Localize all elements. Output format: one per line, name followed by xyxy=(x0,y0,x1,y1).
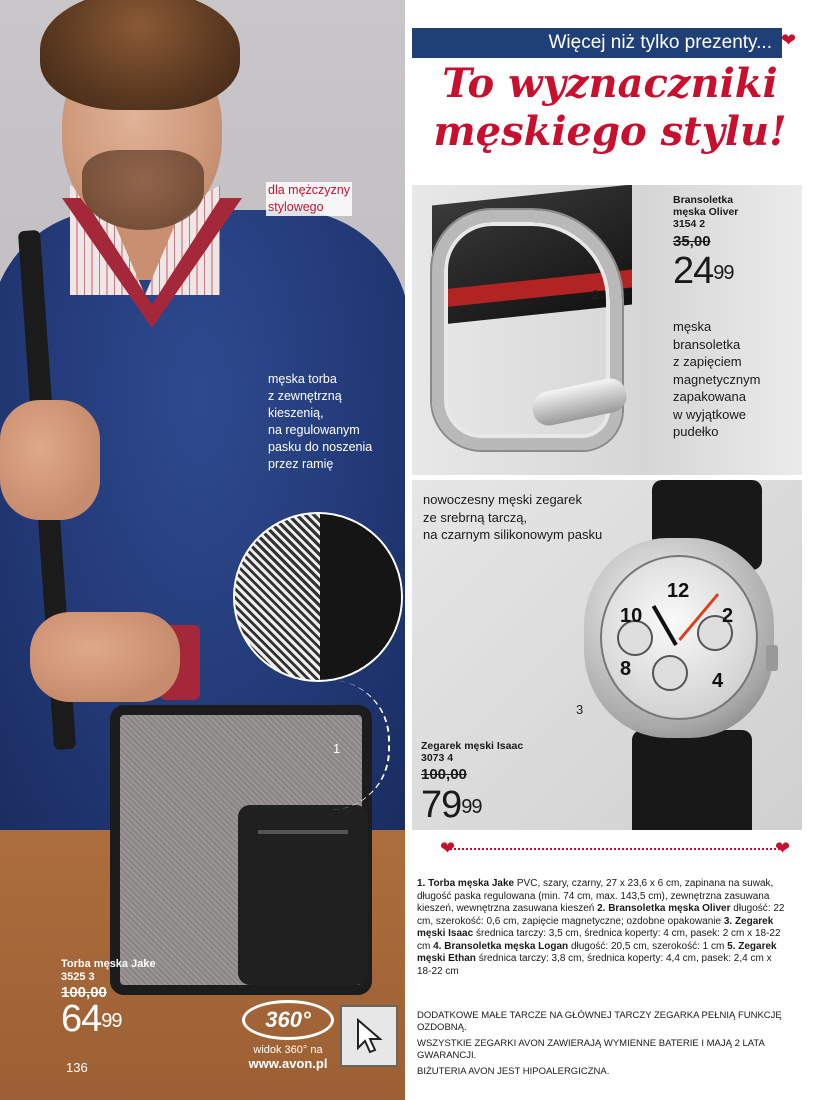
desc-line: męska xyxy=(673,319,712,334)
caption-bag-line: na regulowanym xyxy=(268,423,360,437)
website-link[interactable]: www.avon.pl xyxy=(248,1056,328,1071)
detail-title: 4. Bransoletka męska Logan xyxy=(433,940,569,952)
detail-text: średnica tarczy: 3,8 cm, średnica koperty: 4,4 cm, pasek: 2,4 cm x 18-22 cm xyxy=(417,953,772,977)
detail-text: długość: 20,5 cm, szerokość: 1 cm xyxy=(568,940,728,952)
bag-zip xyxy=(258,830,348,834)
bracelet-name-line: męska Oliver xyxy=(673,206,739,218)
badge-360[interactable] xyxy=(238,1000,338,1071)
note: BIŻUTERIA AVON JEST HIPOALERGICZNA. xyxy=(417,1066,610,1077)
watch-crown xyxy=(766,645,778,671)
price-main: 64 xyxy=(61,998,102,1040)
watch-strap-bottom xyxy=(632,730,752,830)
note: WSZYSTKIE ZEGARKI AVON ZAWIERAJĄ WYMIENNE BATERIE I MAJĄ 2 LATA GWARANCJI. xyxy=(417,1038,765,1061)
desc-line: na czarnym silikonowym pasku xyxy=(423,527,603,542)
bracelet-code: 3154 2 xyxy=(673,218,706,230)
product-details xyxy=(417,878,787,978)
watch-name-line: Zegarek męski Isaac xyxy=(421,740,524,752)
item-number-3: 3 xyxy=(576,702,584,717)
heart-icon: ❤ xyxy=(775,838,791,858)
cursor-icon xyxy=(354,1018,384,1054)
dial-number: 2 xyxy=(722,605,734,627)
price-cents: 99 xyxy=(461,796,482,818)
header-bar: Więcej niż tylko prezenty... xyxy=(412,28,782,58)
new-price xyxy=(61,998,156,1040)
price-main: 79 xyxy=(421,784,462,826)
detail-text: średnica tarczy: 3,5 cm, średnica koperty: 4 cm, pasek: 2 cm x 18-22 cm xyxy=(417,928,781,952)
price-cents: 99 xyxy=(101,1010,122,1032)
cursor-icon-box[interactable] xyxy=(340,1005,398,1067)
detail-text: PVC, szary, czarny, 27 x 23,6 x 6 cm, zapinana na suwak, długość paska regulowana (min. 74 cm, max. 143,5 cm), zewnętrzna zasuwana kieszeń, wewnętrzna zasuwana kieszeń xyxy=(417,878,774,914)
watch-name xyxy=(421,740,523,764)
watch-code: 3073 4 xyxy=(421,752,454,764)
old-price: 100,00 xyxy=(61,984,107,1001)
detail-title: 2. Bransoletka męska Oliver xyxy=(597,903,731,914)
caption-man-line: stylowego xyxy=(268,200,324,214)
headline-line: To wyznaczniki xyxy=(442,60,778,107)
caption-bag-line: męska torba xyxy=(268,372,337,386)
notes xyxy=(417,1010,787,1082)
caption-bag xyxy=(268,371,408,473)
caption-man-line: dla mężczyzny xyxy=(268,183,350,197)
desc-line: pudełko xyxy=(673,424,719,439)
dial-number: 10 xyxy=(620,605,643,627)
bracelet-old-price: 35,00 xyxy=(673,233,711,250)
bracelet-name xyxy=(673,194,738,230)
product-name: Torba męska Jake xyxy=(61,958,156,970)
bracelet-name-line: Bransoletka xyxy=(673,194,734,206)
hair xyxy=(40,0,240,110)
desc-line: nowoczesny męski zegarek xyxy=(423,492,582,507)
zoom-pocket xyxy=(320,514,403,682)
product-code: 3525 3 xyxy=(61,971,95,983)
caption-bag-line: kieszenią, xyxy=(268,406,324,420)
item-number-2: 2 xyxy=(592,287,600,302)
model-photo xyxy=(0,0,405,1100)
heart-icon: ❤ xyxy=(440,838,456,858)
caption-bag-line: przez ramię xyxy=(268,457,334,471)
price-main: 24 xyxy=(673,250,714,292)
caption-bag-line: z zewnętrzną xyxy=(268,389,342,403)
headline-line: męskiego stylu! xyxy=(433,108,787,155)
headline xyxy=(425,60,795,156)
watch-new-price xyxy=(421,786,482,824)
bag-price-block xyxy=(61,958,156,1040)
dial-number: 8 xyxy=(620,658,632,680)
dial-number: 12 xyxy=(667,580,690,602)
caption-man xyxy=(266,182,352,216)
desc-line: bransoletka xyxy=(673,336,741,352)
hand-on-bag xyxy=(30,612,180,702)
watch-description xyxy=(423,491,602,544)
desc-line: w wyjątkowe xyxy=(673,406,746,422)
bracelet-description xyxy=(673,318,760,441)
desc-line: z zapięciem xyxy=(673,354,742,369)
detail-title: 1. Torba męska Jake xyxy=(417,878,515,889)
detail-title: 5. Zegarek męski Ethan xyxy=(417,940,777,964)
bracelet-new-price xyxy=(673,252,734,290)
view-360-text: widok 360° na xyxy=(253,1044,323,1056)
page-number: 136 xyxy=(66,1060,88,1075)
rotate-360-icon: 360° xyxy=(242,1000,334,1040)
item-number-1: 1 xyxy=(333,741,341,756)
hand-on-strap xyxy=(0,400,100,520)
fabric-zoom-detail xyxy=(233,512,403,682)
dial-number: 4 xyxy=(712,670,724,692)
divider xyxy=(450,848,780,850)
watch-subdial xyxy=(652,655,688,691)
beard xyxy=(82,150,204,230)
note: DODATKOWE MAŁE TARCZE NA GŁÓWNEJ TARCZY ZEGARKA PEŁNIĄ FUNKCJĘ OZDOBNĄ. xyxy=(417,1010,782,1033)
watch-old-price: 100,00 xyxy=(421,766,467,783)
caption-bag-line: pasku do noszenia xyxy=(268,440,373,454)
desc-line: magnetycznym xyxy=(673,371,761,387)
price-cents: 99 xyxy=(713,262,734,284)
heart-icon: ❤ xyxy=(781,30,797,50)
detail-title: 3. Zegarek męski Isaac xyxy=(417,915,774,939)
detail-text: długość: 22 cm, szerokość: 0,6 cm, zapięcie magnetyczne; ozdobne opakowanie xyxy=(417,903,785,927)
desc-line: ze srebrną tarczą, xyxy=(423,509,528,525)
desc-line: zapakowana xyxy=(673,389,746,404)
